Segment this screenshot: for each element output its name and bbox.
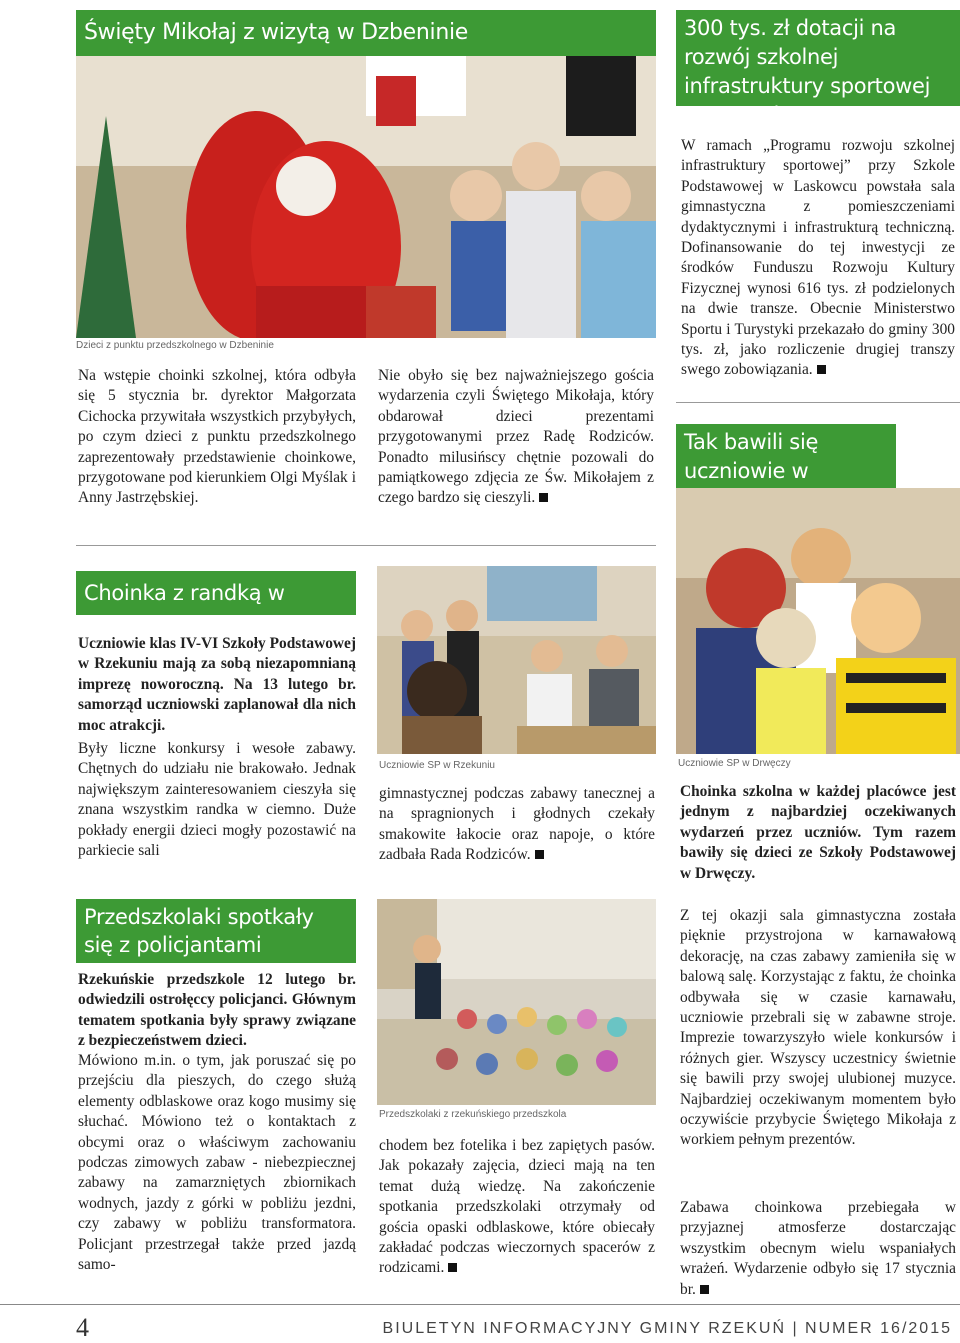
photo-caption-rzekun: Uczniowie SP w Rzekuniu bbox=[379, 760, 495, 771]
article-lead-choinka: Uczniowie klas IV-VI Szkoły Podstawowej w Rzekuniu mają za sobą niezapomnianą imprezę noworoczną. Na 13 lutego br. samorząd uczniowski zaplanował dla nich moc atrakcji. bbox=[78, 635, 356, 734]
article-body-drwecz-end-text: Zabawa choinkowa przebiegała w przyjaznej atmosferze dostarczając wszystkim obecnym wielu wspaniałych wrażeń. Wydarzenie odbyło się 17 stycznia br. bbox=[680, 1199, 956, 1298]
article-body-mikolaj-cont bbox=[378, 366, 654, 509]
article-body-mikolaj-cont-text: Nie obyło się bez najważniejszego gościa wydarzenia czyli Świętego Mikołaja, który obdarował dzieci prezentami przygotowanymi przez Radę Rodziców. Ponadto milusińscy chętnie pozowali do pamiątkowego zdjęcia ze Św. Mikołajem z czego bardzo się cieszyli. bbox=[378, 367, 654, 507]
article-body-drwecz: Z tej okazji sala gimnastyczna została pięknie przystrojona w karnawałową dekorację, na czas zabawy zamieniła się w balową salę. Korzystając z faktu, że choinka odbywała się w czasie karnawału, uczniowie przebrali się w zabawne stroje. Imprezie towarzyszyło wiele konkursów i różnych gier. Wszyscy uczestnicy świetnie się bawili przy swojej ulubionej muzyce. Najbardziej oczekiwanym momentem było oczywiście przybycie Świętego Mikołaja z workiem pełnym prezentów. bbox=[680, 907, 956, 1149]
article-title-police-line2: się z policjantami bbox=[84, 933, 262, 957]
divider bbox=[76, 545, 656, 546]
photo-caption-drwecz: Uczniowie SP w Drwęczy bbox=[678, 758, 791, 769]
article-title-mikolaj: Święty Mikołaj z wizytą w Dzbeninie bbox=[76, 10, 656, 56]
article-body-mikolaj: Na wstępie choinki szkolnej, która odbyła się 5 stycznia br. dyrektor Małgorzata Cichocka przywitała wszystkich przybyłych, po czym dzieci z punktu przedszkolnego zaprezentowały przedstawienie choinkowe, przygotowane pod kierunkiem Olgi Myślak i Anny Jastrzębskiej. bbox=[78, 367, 356, 507]
article-body-police: Mówiono m.in. o tym, jak poruszać się po przejściu dla pieszych, do czego służą elementy odblaskowe oraz kogo musimy się słuchać. Mówiono też o kontaktach z obcymi oraz o właściwym zachowaniu podczas zimowych zabaw - niebezpiecznej zabawy na zamarzniętych zbiornikach wodnych, jazdy z górki w pobliżu jezdni, czy zabawy w pobliżu transformatora. Policjant przestrzegał także przed jazdą samo- bbox=[78, 1052, 356, 1274]
photo-police-kindergarten bbox=[377, 899, 656, 1105]
end-mark-icon bbox=[817, 365, 826, 374]
end-mark-icon bbox=[535, 850, 544, 859]
article-body-laskowiec-text: W ramach „Programu rozwoju szkolnej infrastruktury sportowej” przy Szkole Podstawowej w Laskowcu powstała sala gimnastyczna z pomieszczeniami dydaktycznymi i infrastrukturą techniczną. Dofinansowanie do tej inwestycji ze środków Funduszu Rozwoju Kultury Fizycznej wynosi 616 tys. zł podzielonych na dwie transze. Obecnie Ministerstwo Sportu i Turystyki przekazało do gminy 300 tys. zł, jako rozliczenie drugiej transzy swego zobowiązania. bbox=[681, 137, 955, 379]
article-body-laskowiec bbox=[681, 136, 955, 381]
article-body-choinka-cont-text: gimnastycznej podczas zabawy tanecznej a na spragnionych i głodnych czekały smakowite łakocie oraz napoje, o które zadbała Rada Rodziców. bbox=[379, 785, 655, 864]
article-body-police-cont-text: chodem bez fotelika i bez zapiętych pasów. Jak pokazały zajęcia, dzieci mają na ten temat dużą wiedzę. Na zakończenie spotkania przedszkolaki otrzymały od gościa opaski odblaskowe, które obiecały zakładać podczas wieczornych spacerów z rodzicami. bbox=[379, 1137, 655, 1277]
photo-caption-santa: Dzieci z punktu przedszkolnego w Dzbeninie bbox=[76, 340, 274, 351]
article-body-police-cont bbox=[379, 1136, 655, 1279]
article-body-choinka: Były liczne konkursy i wesołe zabawy. Chętnych do udziału nie brakowało. Jednak największym zainteresowaniem cieszyła się znana wszystkim randka w ciemno. Duże pokłady energii dzieci mogły pozostawić na parkiecie sali bbox=[78, 740, 356, 860]
end-mark-icon bbox=[448, 1263, 457, 1272]
photo-drwecz bbox=[676, 488, 960, 754]
article-body-drwecz-end bbox=[680, 1198, 956, 1300]
article-lead-drwecz: Choinka szkolna w każdej placówce jest jednym z najbardziej oczekiwanych wydarzeń przez uczniów. Tym razem bawiły się dzieci ze Szkoły Podstawowej w Drwęczy. bbox=[680, 783, 956, 882]
divider bbox=[676, 402, 960, 403]
footer-title: BIULETYN INFORMACYJNY GMINY RZEKUŃ | NUMER 16/2015 bbox=[382, 1320, 952, 1337]
article-title-choinka: Choinka z randką w ciemno bbox=[76, 571, 356, 615]
photo-rzekun-students bbox=[377, 566, 656, 754]
article-title-laskowiec: 300 tys. zł dotacji na rozwój szkolnej infrastruktury sportowej SP w Laskowcu bbox=[676, 10, 960, 106]
photo-caption-police: Przedszkolaki z rzekuńskiego przedszkola bbox=[379, 1109, 567, 1120]
footer-rule bbox=[0, 1304, 960, 1305]
article-title-police-line1: Przedszkolaki spotkały bbox=[84, 905, 314, 929]
article-title-drwecz: Tak bawili się uczniowie w bbox=[676, 424, 896, 488]
article-title-police bbox=[76, 899, 356, 963]
photo-santa bbox=[76, 56, 656, 338]
page-number: 4 bbox=[76, 1313, 89, 1342]
article-body-choinka-cont bbox=[379, 784, 655, 866]
article-lead-police: Rzekuńskie przedszkole 12 lutego br. odwiedzili ostrołęccy policjanci. Głównym tematem spotkania były sprawy związane z bezpieczeństwem dzieci. bbox=[78, 971, 356, 1050]
end-mark-icon bbox=[700, 1285, 709, 1294]
end-mark-icon bbox=[539, 493, 548, 502]
